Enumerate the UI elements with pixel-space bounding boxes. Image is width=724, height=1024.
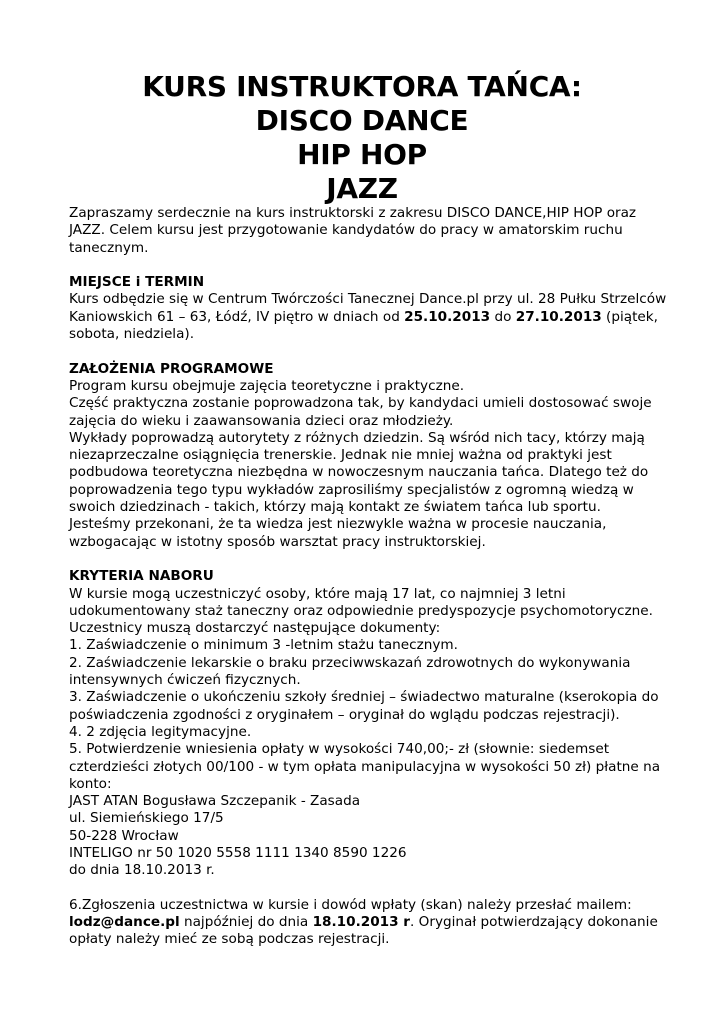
email-link[interactable]: lodz@dance.pl bbox=[69, 914, 180, 931]
title-line-4: JAZZ bbox=[326, 172, 398, 205]
bank-account-line: do dnia 18.10.2013 r. bbox=[69, 862, 215, 879]
title-line-2: DISCO DANCE bbox=[255, 104, 469, 137]
intro-line: Zapraszamy serdecznie na kurs instruktorski z zakresu DISCO DANCE,HIP HOP oraz bbox=[69, 205, 637, 221]
bank-account-line: ul. Siemieńskiego 17/5 bbox=[69, 810, 224, 827]
list-item: 1. Zaświadczenie o minimum 3 -letnim stażu tanecznym. bbox=[69, 637, 458, 654]
section-zalozenia bbox=[69, 361, 659, 551]
section-kryteria bbox=[69, 568, 659, 879]
section-heading-zalozenia: ZAŁOŻENIA PROGRAMOWE bbox=[69, 360, 274, 377]
list-item: 3. Zaświadczenie o ukończeniu szkoły średniej – świadectwo maturalne (kserokopia do bbox=[69, 689, 659, 706]
section-miejsce bbox=[69, 274, 667, 343]
section-heading-miejsce: MIEJSCE i TERMIN bbox=[69, 274, 205, 291]
intro-line: tanecznym. bbox=[69, 239, 149, 256]
list-item: 2. Zaświadczenie lekarskie o braku przeciwwskazań zdrowotnych do wykonywania bbox=[69, 654, 631, 671]
bank-account-line: 50-228 Wrocław bbox=[69, 827, 179, 844]
bank-account-line: JAST ATAN Bogusława Szczepanik - Zasada bbox=[69, 793, 361, 810]
list-item: czterdzieści złotych 00/100 - w tym opłata manipulacyjna w wysokości 50 zł) płatne na bbox=[69, 758, 661, 775]
paragraph-line: podbudowa teoretyczna niezbędna w nowoczesnym nauczania tańca. Dlatego też do bbox=[69, 464, 649, 481]
document-body bbox=[69, 205, 667, 949]
paragraph-line: udokumentowany staż taneczny oraz odpowiednie predyspozycje psychomotoryczne. bbox=[69, 602, 653, 619]
paragraph-line: zajęcia do wieku i zaawansowania dzieci oraz młodzieży. bbox=[69, 412, 454, 429]
list-item: konto: bbox=[69, 775, 112, 792]
section-zgloszenia bbox=[69, 897, 659, 949]
paragraph-line: Kaniowskich 61 – 63, Łódź, IV piętro w dniach od 25.10.2013 do 27.10.2013 (piątek, bbox=[69, 308, 658, 325]
deadline-date: 18.10.2013 r bbox=[312, 914, 411, 931]
intro-paragraph bbox=[69, 205, 659, 257]
intro-line: JAZZ. Celem kursu jest przygotowanie kandydatów do pracy w amatorskim ruchu bbox=[69, 222, 623, 239]
list-item: 4. 2 zdjęcia legitymacyjne. bbox=[69, 723, 252, 740]
date-to: 27.10.2013 bbox=[515, 308, 602, 325]
date-from: 25.10.2013 bbox=[404, 308, 491, 325]
list-item: poświadczenia zgodności z oryginałem – oryginał do wglądu podczas rejestracji). bbox=[69, 706, 620, 723]
paragraph-line: Kurs odbędzie się w Centrum Twórczości Tanecznej Dance.pl przy ul. 28 Pułku Strzelców bbox=[69, 291, 667, 308]
list-item: 5. Potwierdzenie wniesienia opłaty w wysokości 740,00;- zł (słownie: siedemset bbox=[69, 741, 610, 758]
paragraph-line: sobota, niedziela). bbox=[69, 326, 195, 343]
paragraph-line: Część praktyczna zostanie poprowadzona tak, by kandydaci umieli dostosować swoje bbox=[69, 395, 652, 412]
paragraph-line: opłaty należy mieć ze sobą podczas rejestracji. bbox=[69, 931, 390, 948]
paragraph-line: Program kursu obejmuje zajęcia teoretyczne i praktyczne. bbox=[69, 377, 465, 394]
title-line-3: HIP HOP bbox=[297, 138, 427, 171]
list-item: intensywnych ćwiczeń fizycznych. bbox=[69, 672, 301, 689]
paragraph-line: lodz@dance.pl najpóźniej do dnia 18.10.2013 r. Oryginał potwierdzający dokonanie bbox=[69, 914, 658, 931]
document-title bbox=[0, 70, 724, 206]
paragraph-line: poprowadzenia tego typu wykładów zaprosiliśmy specjalistów z ogromną wiedzą w bbox=[69, 481, 634, 498]
paragraph-line: 6.Zgłoszenia uczestnictwa w kursie i dowód wpłaty (skan) należy przesłać mailem: bbox=[69, 896, 632, 913]
bank-account-line: INTELIGO nr 50 1020 5558 1111 1340 8590 1226 bbox=[69, 844, 407, 861]
paragraph-line: Uczestnicy muszą dostarczyć następujące dokumenty: bbox=[69, 620, 441, 637]
paragraph-line: wzbogacając w istotny sposób warsztat pracy instruktorskiej. bbox=[69, 533, 486, 550]
paragraph-line: swoich dziedzinach - takich, którzy mają kontakt ze światem tańca lub sportu. bbox=[69, 499, 601, 516]
title-line-1: KURS INSTRUKTORA TAŃCA: bbox=[142, 70, 582, 103]
section-heading-kryteria: KRYTERIA NABORU bbox=[69, 568, 214, 585]
paragraph-line: Jesteśmy przekonani, że ta wiedza jest niezwykle ważna w procesie nauczania, bbox=[69, 516, 607, 533]
paragraph-line: W kursie mogą uczestniczyć osoby, które mają 17 lat, co najmniej 3 letni bbox=[69, 585, 566, 602]
paragraph-line: niezaprzeczalne osiągnięcia trenerskie. Jednak nie mniej ważna od praktyki jest bbox=[69, 447, 612, 464]
paragraph-line: Wykłady poprowadzą autorytety z różnych dziedzin. Są wśród nich tacy, którzy mają bbox=[69, 429, 645, 446]
